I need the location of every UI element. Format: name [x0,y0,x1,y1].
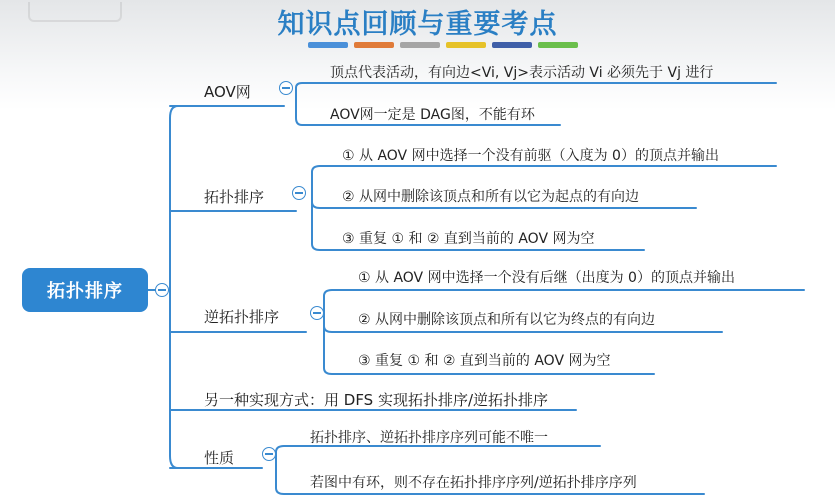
branch-properties[interactable]: 性质 [204,449,235,467]
aov-item-1: 顶点代表活动，有向边<Vi, Vj>表示活动 Vi 必须先于 Vj 进行 [330,65,714,81]
topo-item-1: ① 从 AOV 网中选择一个没有前驱（入度为 0）的顶点并输出 [342,148,719,164]
branch-properties-toggle[interactable] [262,447,276,461]
page-title: 知识点回顾与重要考点 [277,9,558,40]
root-collapse-toggle[interactable] [155,283,169,297]
branch-aov-toggle[interactable] [279,81,293,95]
branch-reverse-topological-sort[interactable]: 逆拓扑排序 [204,308,280,326]
topo-item-2: ② 从网中删除该顶点和所有以它为起点的有向边 [342,189,639,205]
topo-item-3: ③ 重复 ① 和 ② 直到当前的 AOV 网为空 [342,231,595,247]
branch-reverse-topological-sort-toggle[interactable] [310,306,324,320]
property-item-2: 若图中有环，则不存在拓扑排序序列/逆拓扑排序序列 [310,475,637,491]
branch-dfs-implementation[interactable]: 另一种实现方式：用 DFS 实现拓扑排序/逆拓扑排序 [204,391,549,409]
connector-reverse-stem [324,290,804,296]
root-node[interactable]: 拓扑排序 [22,268,148,312]
branch-aov[interactable]: AOV网 [204,83,251,101]
connector-aov-fork [296,83,776,88]
reverse-topo-item-1: ① 从 AOV 网中选择一个没有后继（出度为 0）的顶点并输出 [358,270,735,286]
connector-trunk [170,106,178,468]
branch-topological-sort[interactable]: 拓扑排序 [204,188,265,206]
connector-topo-stem [312,166,776,172]
property-item-1: 拓扑排序、逆拓扑排序序列可能不唯一 [310,430,548,446]
branch-topological-sort-toggle[interactable] [292,186,306,200]
reverse-topo-item-3: ③ 重复 ① 和 ② 直到当前的 AOV 网为空 [358,353,611,369]
aov-item-2: AOV网一定是 DAG图，不能有环 [330,107,535,123]
reverse-topo-item-2: ② 从网中删除该顶点和所有以它为终点的有向边 [358,312,655,328]
